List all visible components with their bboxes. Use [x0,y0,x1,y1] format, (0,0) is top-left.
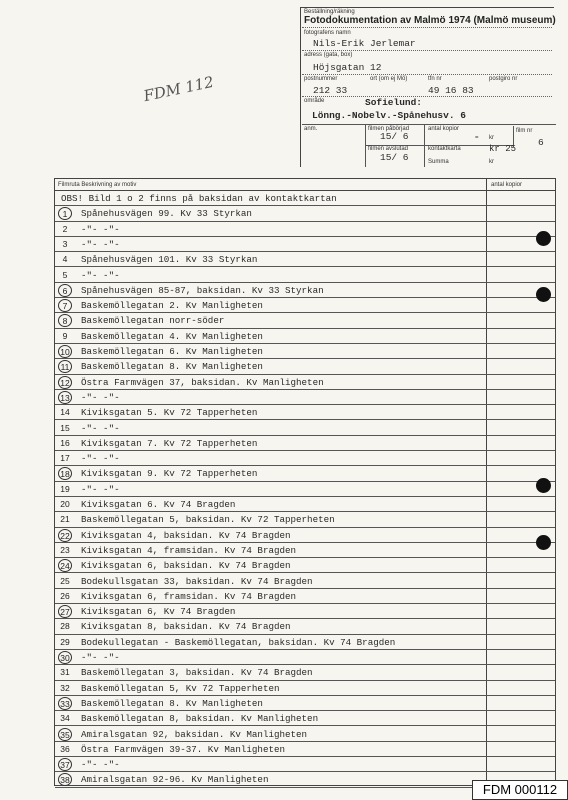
table-row [55,375,555,390]
table-row [55,283,555,298]
area-label: område [304,98,325,104]
frame-number: 13 [58,391,72,404]
contact-kr: kr 25 [489,144,517,154]
sum-label: Summa [428,159,449,165]
motif-description: -"- -"- [81,453,120,465]
table-row [55,665,555,680]
motif-description: Bodekullsgatan 33, baksidan. Kv 74 Bragden [81,575,313,587]
frame-number: 18 [58,467,72,480]
motif-description: -"- -"- [81,391,120,403]
table-row [55,252,555,267]
motif-description: Kiviksgatan 9. Kv 72 Tapperheten [81,468,258,480]
copies-label: antal kopior [428,126,460,132]
table-row [55,497,555,512]
frame-number: 38 [58,773,72,786]
motif-description: Spånehusvägen 99. Kv 33 Styrkan [81,208,252,220]
motif-description: Baskemöllegatan 8, baksidan. Kv Manligheten [81,713,319,725]
frame-number: 19 [60,483,70,494]
frame-number: 6 [58,284,72,297]
address-label: adress (gata, box) [304,52,353,58]
motif-description: -"- -"- [81,759,120,771]
frame-number: 29 [60,636,70,647]
motif-description: Kiviksgatan 6, Kv 74 Bragden [81,606,236,618]
motif-description: Baskemöllegatan 8. Kv Manligheten [81,361,263,373]
table-row [55,191,555,206]
motif-description: -"- -"- [81,269,120,281]
table-row [55,359,555,374]
frame-number: 2 [62,223,68,234]
frame-number: 7 [58,299,72,312]
motif-description: Baskemöllegatan 5, baksidan. Kv 72 Tapperheten [81,514,335,526]
motif-description: OBS! Bild 1 o 2 finns på baksidan av kontaktkartan [61,193,337,204]
frame-number: 4 [62,254,68,265]
film-end-date: 15/ 6 [380,152,409,163]
table-row [55,298,555,313]
city-label: ort (om ej Mö) [370,76,408,82]
motif-description: Baskemöllegatan norr-söder [81,315,225,327]
frame-number: 10 [58,345,72,358]
frame-number: 27 [58,605,72,618]
table-row [55,635,555,650]
postnr-value: 212 33 [313,85,348,96]
frame-number: 3 [62,238,68,249]
motif-description: Amiralsgatan 92, baksidan. Kv Manligheten [81,728,308,740]
table-row [55,512,555,527]
frame-number: 12 [58,376,72,389]
form-title: Fotodokumentation av Malmö 1974 (Malmö museum) [304,15,556,26]
frame-number: 14 [60,407,70,418]
motif-description: Kiviksgatan 6. Kv 74 Bragden [81,499,236,510]
table-row [55,237,555,252]
punch-hole [536,231,551,246]
film-end-label: filmen avslutad [368,146,409,152]
table-row [55,390,555,405]
motif-description: Baskemöllegatan 2. Kv Manligheten [81,300,263,312]
phone-value: 49 16 83 [428,85,474,96]
table-row [55,313,555,328]
streets-value: Lönng.-Nobelv.-Spånehusv. 6 [312,110,466,121]
col-description-header: Filmruta Beskrivning av motiv [58,182,137,188]
copies-kr: kr [489,135,494,141]
frame-number: 31 [60,667,70,678]
table-row [55,604,555,619]
order-label: Beställning/räkning [304,9,355,15]
area-value: Sofielund: [365,97,423,108]
table-row [55,344,555,359]
table-row [55,558,555,573]
frame-number: 20 [60,499,70,509]
handwritten-note: FDM 112 [141,72,216,106]
motif-table [54,178,556,786]
frame-number: 21 [60,514,70,525]
motif-description: -"- -"- [81,238,120,250]
note-label: anm. [304,126,318,132]
frame-number: 25 [60,575,70,586]
frame-number: 11 [58,360,72,373]
contact-label: kontaktkarta [428,146,461,152]
table-header [55,179,555,191]
motif-description: Kiviksgatan 5. Kv 72 Tapperheten [81,407,258,419]
sum-kr: kr [489,159,494,165]
frame-number: 37 [58,758,72,771]
address-value: Höjsgatan 12 [313,62,382,73]
motif-description: Kiviksgatan 4, framsidan. Kv 74 Bragden [81,544,297,556]
table-row [55,574,555,589]
motif-description: Amiralsgatan 92-96. Kv Manligheten [81,774,269,786]
frame-number: 22 [58,529,72,542]
punch-hole [536,478,551,493]
table-row [55,543,555,558]
photographer-name: Nils-Erik Jerlemar [313,38,416,49]
motif-description: Kiviksgatan 6, baksidan. Kv 74 Bragden [81,560,291,572]
frame-number: 5 [62,269,68,280]
punch-hole [536,287,551,302]
frame-number: 1 [58,207,72,220]
frame-number: 8 [58,314,72,327]
table-row [55,742,555,757]
table-row [55,650,555,665]
frame-number: 23 [60,544,70,555]
motif-description: Spånehusvägen 101. Kv 33 Styrkan [81,254,258,266]
motif-description: -"- -"- [81,652,120,663]
table-row [55,222,555,237]
film-start-date: 15/ 6 [380,131,409,142]
motif-description: Östra Farmvägen 39-37. Kv Manligheten [81,743,285,755]
phone-label: tfn nr [428,76,442,82]
table-row [55,466,555,481]
frame-number: 34 [60,713,70,724]
frame-number: 30 [58,651,72,664]
frame-number: 36 [60,743,70,754]
table-row [55,436,555,451]
motif-description: Baskemöllegatan 4. Kv Manligheten [81,330,263,342]
motif-description: Baskemöllegatan 3, baksidan. Kv 74 Bragden [81,667,313,679]
film-start-label: filmen påbörjad [368,126,410,132]
motif-description: -"- -"- [81,422,120,434]
table-row [55,482,555,497]
motif-description: Baskemöllegatan 5, Kv 72 Tapperheten [81,682,280,694]
frame-number: 33 [58,697,72,710]
table-row [55,206,555,221]
postgiro-label: postgiro nr [489,76,518,82]
postnr-label: postnummer [304,76,338,82]
photographer-label: fotografens namn [304,30,351,36]
table-row [55,727,555,742]
frame-number: 16 [60,437,70,448]
copies-eq: = [475,135,479,141]
frame-number: 28 [60,621,70,632]
table-row [55,528,555,543]
motif-description: -"- -"- [81,223,120,235]
table-row [55,681,555,696]
motif-description: Kiviksgatan 7. Kv 72 Tapperheten [81,437,258,449]
motif-description: Bodekullegatan - Baskemöllegatan, baksidan. Kv 74 Bragden [81,636,396,648]
motif-description: Kiviksgatan 6, framsidan. Kv 74 Bragden [81,590,297,602]
motif-description: Kiviksgatan 4, baksidan. Kv 74 Bragden [81,529,291,541]
table-row [55,711,555,726]
frame-number: 35 [58,728,72,741]
frame-number: 15 [60,422,70,433]
motif-description: -"- -"- [81,483,120,495]
frame-number: 17 [60,453,70,464]
table-row [55,451,555,466]
table-row [55,696,555,711]
motif-description: Baskemöllegatan 8. Kv Manligheten [81,697,263,709]
frame-number: 9 [62,330,68,341]
table-row [55,619,555,634]
table-row [55,268,555,283]
frame-number: 24 [58,559,72,572]
motif-description: Östra Farmvägen 37, baksidan. Kv Manligheten [81,376,324,388]
film-label: film nr [516,128,533,134]
table-row [55,405,555,420]
archive-stamp: FDM 000112 [472,780,568,800]
table-row [55,421,555,436]
film-number: 6 [538,137,544,148]
motif-description: Kiviksgatan 8, baksidan. Kv 74 Bragden [81,621,291,633]
table-row [55,329,555,344]
frame-number: 32 [60,682,70,693]
frame-number: 26 [60,590,70,601]
table-row [55,757,555,772]
motif-description: Spånehusvägen 85-87, baksidan. Kv 33 Styrkan [81,284,324,296]
col-copies-header: antal kopior [491,182,523,188]
punch-hole [536,535,551,550]
table-row [55,589,555,604]
motif-description: Baskemöllegatan 6. Kv Manligheten [81,346,263,357]
